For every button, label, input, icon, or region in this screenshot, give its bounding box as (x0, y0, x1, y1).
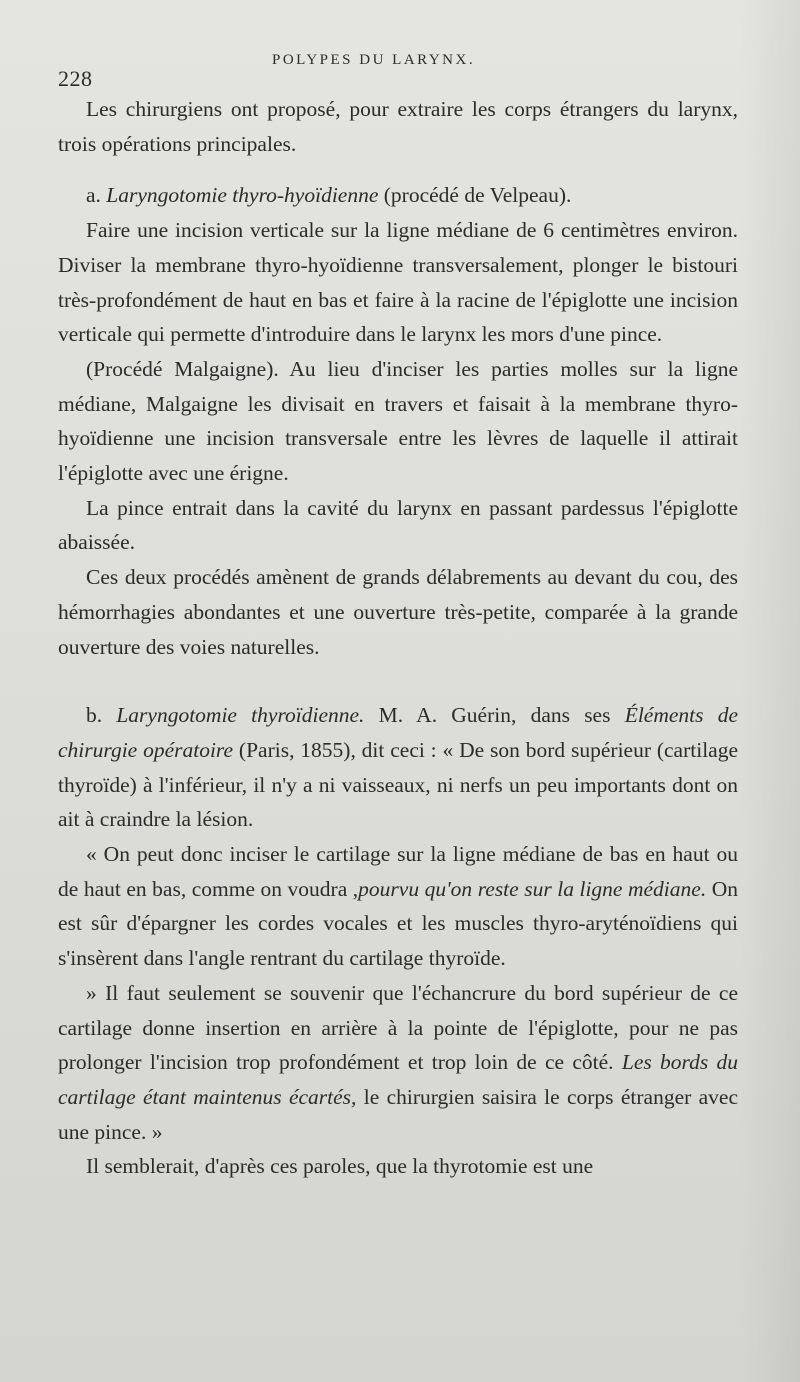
section-title-thyroidienne: Laryngotomie thyroïdienne. (116, 703, 365, 728)
quote-continuation: le chirurgien saisira le corps étranger avec une pince. » (58, 1084, 738, 1144)
page-header (0, 48, 800, 91)
paragraph-thyrotomie: Il semblerait, d'après ces paroles, que la thyrotomie est une (86, 1154, 594, 1179)
quote-text: » Il faut seulement se souvenir que l'échancrure du bord supérieur de ce cartilage donne insertion en arrière à la pointe de l'épiglotte, pour ne pas prolonger l'incision trop profondément et trop loin de ce côté. (58, 980, 738, 1075)
quote-emphasis: Les bords du cartilage étant maintenus écartés, (58, 1050, 739, 1109)
paragraph-incision-verticale: Faire une incision verticale sur la ligne médiane de 6 centimètres environ. Diviser la membrane thyro-hyoïdienne transversalement, plonger le bistouri très-profondément de haut en bas et faire à la racine de l'épiglotte une incision verticale qui permette d'introduire dans le larynx les mors d'une pince. (58, 218, 738, 347)
paragraph-intro: Les chirurgiens ont proposé, pour extraire les corps étrangers du larynx, trois opérations principales. (58, 97, 738, 156)
section-letter-b: b. (86, 703, 103, 728)
paragraph-procede-malgaigne: (Procédé Malgaigne). Au lieu d'inciser les parties molles sur la ligne médiane, Malgaigne les divisait en travers et faisait à la membrane thyro-hyoïdienne une incision transversale entre les lèvres de laquelle il attirait l'épiglotte avec une érigne. (58, 356, 738, 486)
paragraph-deux-procedes: Ces deux procédés amènent de grands délabrements au devant du cou, des hémorrhagies abondantes et une ouverture très-petite, comparée à la grande ouverture des voies naturelles. (58, 565, 738, 659)
running-head: POLYPES DU LARYNX. (272, 52, 476, 68)
paragraph-laryngotomie-thyroidienne (58, 698, 738, 837)
section-note-velpeau: (procédé de Velpeau). (383, 183, 572, 208)
paragraph-pince: La pince entrait dans la cavité du larynx en passant pardessus l'épiglotte abaissée. (58, 495, 738, 555)
quote-continuation: On est sûr d'épargner les cordes vocales et les muscles thyro-aryténoïdiens qui s'insèrent dans l'angle rentrant du cartilage thyroïde. (58, 876, 739, 971)
page-number: 228 (58, 66, 93, 91)
body-text (58, 92, 738, 1184)
section-title-thyro-hyoidienne: Laryngotomie thyro-hyoïdienne (106, 183, 379, 208)
quote-emphasis: pourvu qu'on reste sur la ligne médiane. (358, 876, 707, 901)
citation-author: M. A. Guérin, dans ses (378, 703, 611, 728)
citation-text: (Paris, 1855), dit ceci : « De son bord supérieur (cartilage thyroïde) à l'inférieur, il n'y a ni vaisseaux, ni nerfs un peu importants dont on ait à craindre la lésion. (58, 737, 739, 832)
page-edge-shadow (740, 0, 800, 1382)
quote-text: « On peut donc inciser le cartilage sur la ligne médiane de bas en haut ou de haut en bas, comme on voudra , (58, 842, 738, 901)
section-letter-a: a. (86, 183, 101, 208)
paragraph-echancrure (58, 976, 738, 1150)
citation-work-title: Éléments de chirurgie opératoire (58, 703, 738, 762)
paragraph-inciser-cartilage (58, 837, 738, 976)
paragraph-laryngotomie-thyro-hyoidienne (58, 178, 738, 213)
